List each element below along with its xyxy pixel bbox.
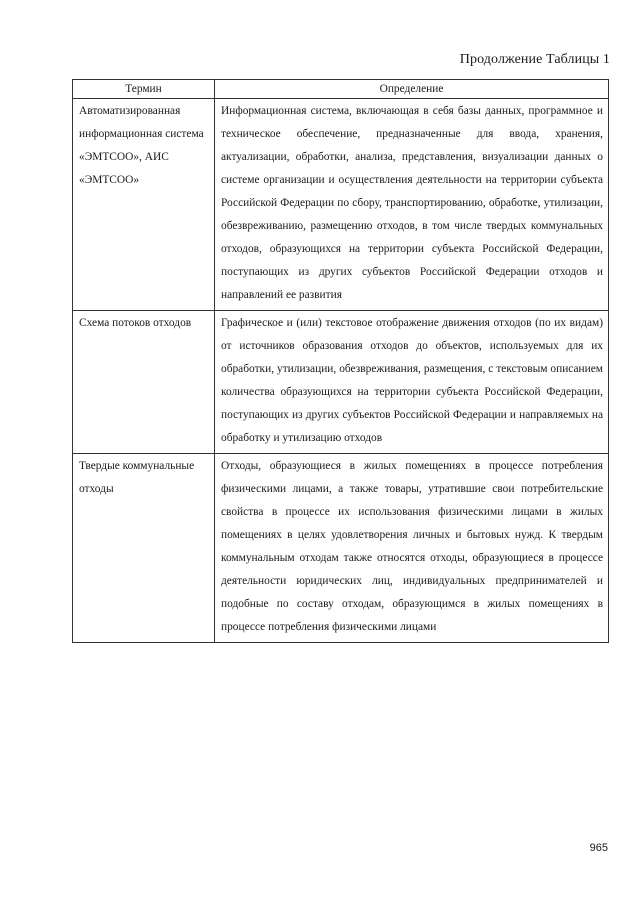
term-cell: Автоматизированная информационная система «ЭМТСОО», АИС «ЭМТСОО» (73, 99, 215, 311)
table-row (73, 454, 609, 643)
column-header-term: Термин (73, 80, 215, 99)
table-continuation-title: Продолжение Таблицы 1 (459, 52, 610, 67)
page-number: 965 (589, 842, 608, 854)
term-cell: Схема потоков отходов (73, 311, 215, 454)
column-header-definition: Определение (215, 80, 609, 99)
definition-cell: Графическое и (или) текстовое отображение движения отходов (по их видам) от источников образования отходов до объектов, используемых для их обработки, утилизации, обезвреживания, размещения, с текстовым описанием количества образующихся на территории субъекта Российской Федерации, поступающих из других субъектов Российской Федерации и направляемых на обработку и утилизацию отходов (215, 311, 609, 454)
table-row (73, 311, 609, 454)
term-cell: Твердые коммунальные отходы (73, 454, 215, 643)
terms-table (72, 79, 609, 643)
definition-cell: Информационная система, включающая в себя базы данных, программное и техническое обеспечение, предназначенные для ввода, хранения, актуализации, обработки, анализа, представления, визуализации данных о системе организации и осуществления деятельности на территории субъекта Российской Федерации по сбору, транспортированию, обработке, утилизации, обезвреживанию, размещению отходов, в том числе твердых коммунальных отходов, образующихся на территории субъекта Российской Федерации, поступающих из других субъектов Российской Федерации отходов и направлений ее развития (215, 99, 609, 311)
definition-cell: Отходы, образующиеся в жилых помещениях в процессе потребления физическими лицами, а также товары, утратившие свои потребительские свойства в процессе их использования физическими лицами в жилых помещениях в целях удовлетворения личных и бытовых нужд. К твердым коммунальным отходам также относятся отходы, образующиеся в процессе деятельности юридических лиц, индивидуальных предпринимателей и подобные по составу отходам, образующимся в жилых помещениях в процессе потребления физическими лицами (215, 454, 609, 643)
table-header-row (73, 80, 609, 99)
table-row (73, 99, 609, 311)
